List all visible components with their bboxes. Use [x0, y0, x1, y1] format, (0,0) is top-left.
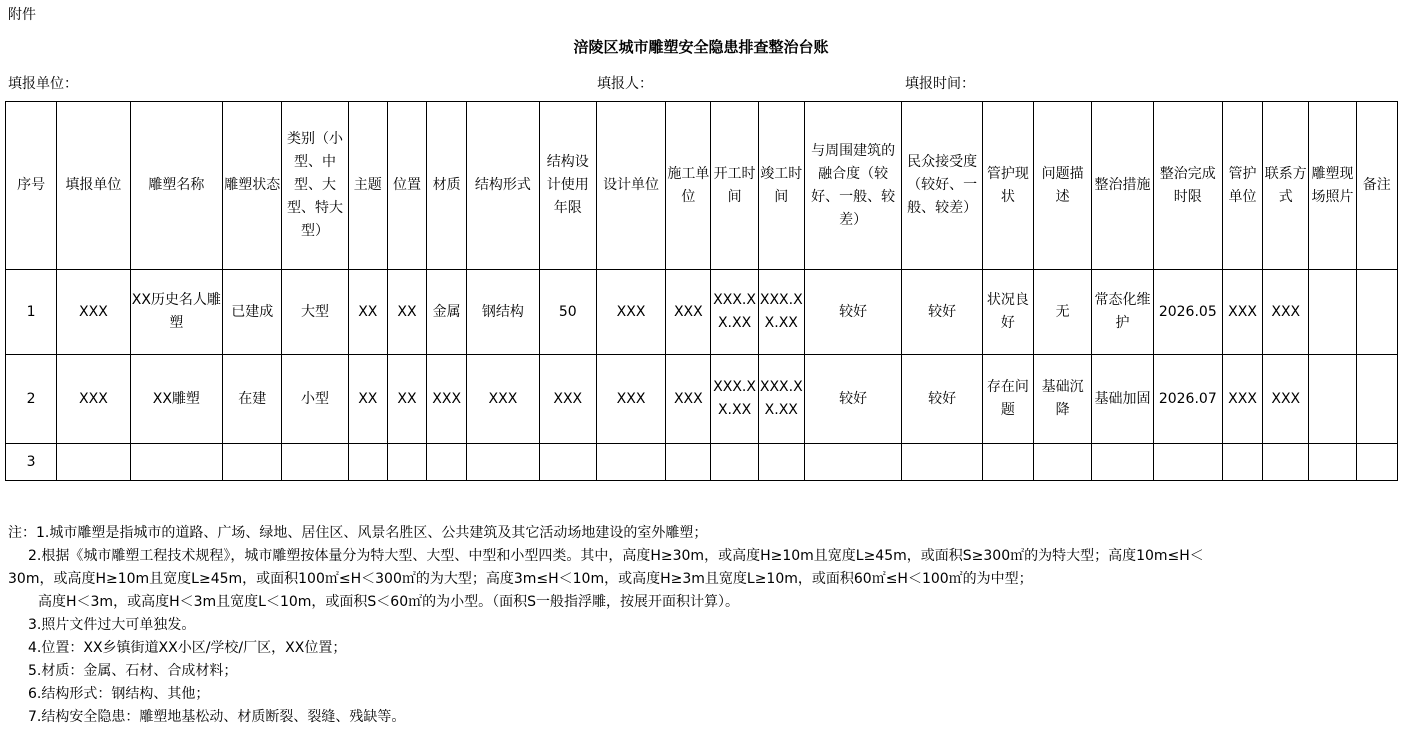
- column-header: 材质: [427, 102, 467, 270]
- column-header: 结构设计使用年限: [539, 102, 596, 270]
- cell-location: [387, 444, 426, 481]
- note-2-line-2: 30m，或高度H≥10m且宽度L≥45m，或面积100㎡≤H＜300㎡的为大型；高度3m≤H＜10m，或高度H≥3m且宽度L≥10m，或面积60㎡≤H＜100㎡的为中型；: [8, 571, 1033, 587]
- column-header: 位置: [387, 102, 426, 270]
- cell-care-status: [982, 444, 1033, 481]
- cell-measure: [1092, 444, 1153, 481]
- note-1: 注：1.城市雕塑是指城市的道路、广场、绿地、居住区、风景名胜区、公共建筑及其它活动场地建设的室外雕塑；: [8, 525, 708, 541]
- cell-care-status: 存在问题: [982, 355, 1033, 444]
- cell-no: 3: [6, 444, 57, 481]
- cell-design-life: XXX: [539, 355, 596, 444]
- cell-acceptance: 较好: [902, 355, 982, 444]
- cell-fusion: 较好: [804, 270, 901, 355]
- note-5: 5.材质：金属、石材、合成材料；: [28, 663, 238, 679]
- cell-status: [223, 444, 282, 481]
- column-header: 雕塑现场照片: [1309, 102, 1356, 270]
- cell-status: 在建: [223, 355, 282, 444]
- note-2-line-3: 高度H＜3m，或高度H＜3m且宽度L＜10m，或面积S＜60㎡的为小型。（面积S一般指浮雕，按展开面积计算）。: [38, 594, 739, 610]
- cell-unit: XXX: [57, 355, 130, 444]
- column-header: 联系方式: [1263, 102, 1309, 270]
- column-header: 雕塑状态: [223, 102, 282, 270]
- cell-material: XXX: [427, 355, 467, 444]
- cell-contact: XXX: [1263, 270, 1309, 355]
- sculpture-ledger-table: [5, 101, 1398, 481]
- column-header: 序号: [6, 102, 57, 270]
- table-header-row: [6, 102, 1398, 270]
- cell-finish: XXX.XX.XX: [758, 270, 804, 355]
- cell-location: XX: [387, 270, 426, 355]
- cell-material: [427, 444, 467, 481]
- column-header: 施工单位: [666, 102, 711, 270]
- column-header: 雕塑名称: [130, 102, 222, 270]
- reporting-time-field: [905, 73, 995, 93]
- cell-measure: 基础加固: [1092, 355, 1153, 444]
- cell-problem: 无: [1034, 270, 1092, 355]
- cell-designer: XXX: [596, 355, 665, 444]
- cell-structure: [467, 444, 539, 481]
- cell-deadline: 2026.07: [1153, 355, 1222, 444]
- cell-category: 小型: [282, 355, 348, 444]
- cell-category: 大型: [282, 270, 348, 355]
- cell-designer: [596, 444, 665, 481]
- cell-acceptance: 较好: [902, 270, 982, 355]
- column-header: 问题描述: [1034, 102, 1092, 270]
- column-header: 整治完成时限: [1153, 102, 1222, 270]
- cell-remark: [1356, 270, 1397, 355]
- cell-name: XX雕塑: [130, 355, 222, 444]
- column-header: 与周围建筑的融合度（较好、一般、较差）: [804, 102, 901, 270]
- cell-theme: [348, 444, 387, 481]
- cell-theme: XX: [348, 355, 387, 444]
- reporting-unit-label: 填报单位：: [8, 76, 78, 92]
- cell-photo: [1309, 270, 1356, 355]
- column-header: 管护单位: [1222, 102, 1262, 270]
- cell-contact: [1263, 444, 1309, 481]
- cell-start: [711, 444, 758, 481]
- note-3: 3.照片文件过大可单独发。: [28, 617, 196, 633]
- column-header: 主题: [348, 102, 387, 270]
- cell-builder: XXX: [666, 355, 711, 444]
- note-7: 7.结构安全隐患：雕塑地基松动、材质断裂、裂缝、残缺等。: [28, 709, 406, 725]
- cell-care-unit: XXX: [1222, 270, 1262, 355]
- table-row: [6, 270, 1398, 355]
- column-header: 管护现状: [982, 102, 1033, 270]
- reporting-time-label: 填报时间：: [905, 76, 975, 92]
- cell-problem: 基础沉降: [1034, 355, 1092, 444]
- cell-builder: [666, 444, 711, 481]
- column-header: 开工时间: [711, 102, 758, 270]
- cell-finish: [758, 444, 804, 481]
- cell-fusion: 较好: [804, 355, 901, 444]
- cell-material: 金属: [427, 270, 467, 355]
- cell-no: 1: [6, 270, 57, 355]
- cell-name: [130, 444, 222, 481]
- cell-remark: [1356, 355, 1397, 444]
- note-4: 4.位置：XX乡镇街道XX小区/学校/厂区，XX位置；: [28, 640, 347, 656]
- cell-theme: XX: [348, 270, 387, 355]
- note-2-line-1: 2.根据《城市雕塑工程技术规程》，城市雕塑按体量分为特大型、大型、中型和小型四类。其中，高度H≥30m，或高度H≥10m且宽度L≥45m，或面积S≥300㎡的为特大型；高度10m≤H＜: [28, 548, 1204, 564]
- table-row: [6, 444, 1398, 481]
- note-6: 6.结构形式：钢结构、其他；: [28, 686, 210, 702]
- cell-measure: 常态化维护: [1092, 270, 1153, 355]
- column-header: 类别（小型、中型、大型、特大型）: [282, 102, 348, 270]
- cell-builder: XXX: [666, 270, 711, 355]
- cell-designer: XXX: [596, 270, 665, 355]
- cell-unit: [57, 444, 130, 481]
- cell-unit: XXX: [57, 270, 130, 355]
- cell-start: XXX.XX.XX: [711, 355, 758, 444]
- column-header: 备注: [1356, 102, 1397, 270]
- column-header: 填报单位: [57, 102, 130, 270]
- reporter-field: [597, 73, 673, 93]
- cell-finish: XXX.XX.XX: [758, 355, 804, 444]
- notes-section: [8, 522, 1396, 729]
- cell-location: XX: [387, 355, 426, 444]
- cell-structure: 钢结构: [467, 270, 539, 355]
- cell-design-life: [539, 444, 596, 481]
- attachment-label: 附件: [8, 7, 36, 23]
- cell-remark: [1356, 444, 1397, 481]
- cell-fusion: [804, 444, 901, 481]
- cell-photo: [1309, 444, 1356, 481]
- column-header: 结构形式: [467, 102, 539, 270]
- cell-problem: [1034, 444, 1092, 481]
- cell-design-life: 50: [539, 270, 596, 355]
- cell-care-unit: XXX: [1222, 355, 1262, 444]
- reporting-unit-field: [8, 73, 98, 93]
- cell-contact: XXX: [1263, 355, 1309, 444]
- cell-photo: [1309, 355, 1356, 444]
- table-row: [6, 355, 1398, 444]
- cell-deadline: [1153, 444, 1222, 481]
- cell-care-unit: [1222, 444, 1262, 481]
- reporter-label: 填报人：: [597, 76, 653, 92]
- cell-start: XXX.XX.XX: [711, 270, 758, 355]
- page-title: 涪陵区城市雕塑安全隐患排查整治台账: [573, 38, 829, 56]
- column-header: 整治措施: [1092, 102, 1153, 270]
- cell-status: 已建成: [223, 270, 282, 355]
- column-header: 民众接受度（较好、一般、较差）: [902, 102, 982, 270]
- cell-structure: XXX: [467, 355, 539, 444]
- column-header: 设计单位: [596, 102, 665, 270]
- cell-name: XX历史名人雕塑: [130, 270, 222, 355]
- cell-category: [282, 444, 348, 481]
- cell-no: 2: [6, 355, 57, 444]
- cell-deadline: 2026.05: [1153, 270, 1222, 355]
- cell-acceptance: [902, 444, 982, 481]
- cell-care-status: 状况良好: [982, 270, 1033, 355]
- column-header: 竣工时间: [758, 102, 804, 270]
